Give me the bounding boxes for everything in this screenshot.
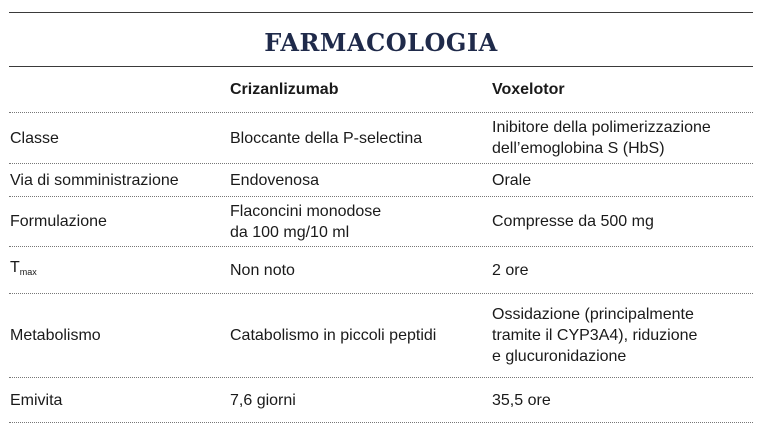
table-row bbox=[9, 378, 753, 423]
crizanlizumab-value: Catabolismo in piccoli peptidi bbox=[230, 327, 437, 344]
row-label: $T_{max}$ bbox=[10, 259, 37, 277]
voxelotor-value: Compresse da 500 mg bbox=[492, 213, 654, 230]
voxelotor-value: Ossidazione (principalmente tramite il CYP3A4), riduzione e glucuronidazione bbox=[492, 306, 698, 365]
comparison-table bbox=[9, 66, 753, 423]
row-label: Metabolismo bbox=[10, 327, 101, 344]
top-rule bbox=[9, 12, 753, 13]
table-row bbox=[9, 247, 753, 294]
table-row bbox=[9, 294, 753, 378]
row-label: Formulazione bbox=[10, 213, 107, 230]
row-label: Classe bbox=[10, 129, 59, 147]
table-title: FARMACOLOGIA bbox=[264, 28, 498, 57]
row-label-subscript: max bbox=[19, 267, 37, 277]
table-row bbox=[9, 164, 753, 197]
voxelotor-value: Orale bbox=[492, 171, 532, 189]
row-label: Emivita bbox=[10, 391, 63, 409]
row-label: Via di somministrazione bbox=[10, 171, 179, 189]
header-voxelotor: Voxelotor bbox=[492, 80, 565, 98]
crizanlizumab-value: Flaconcini monodose da 100 mg/10 ml bbox=[230, 202, 382, 241]
table-row bbox=[9, 197, 753, 247]
crizanlizumab-value: Endovenosa bbox=[230, 171, 319, 189]
crizanlizumab-value: Non noto bbox=[230, 261, 295, 279]
voxelotor-value: Inibitore della polimerizzazione dell’emoglobina S (HbS) bbox=[492, 119, 711, 157]
crizanlizumab-value: Bloccante della P-selectina bbox=[230, 129, 423, 147]
header-row bbox=[9, 66, 753, 113]
header-crizanlizumab: Crizanlizumab bbox=[230, 80, 339, 98]
table-row bbox=[9, 113, 753, 164]
voxelotor-value: 2 ore bbox=[492, 261, 529, 279]
voxelotor-value: 35,5 ore bbox=[492, 391, 551, 409]
crizanlizumab-value: 7,6 giorni bbox=[230, 391, 296, 409]
